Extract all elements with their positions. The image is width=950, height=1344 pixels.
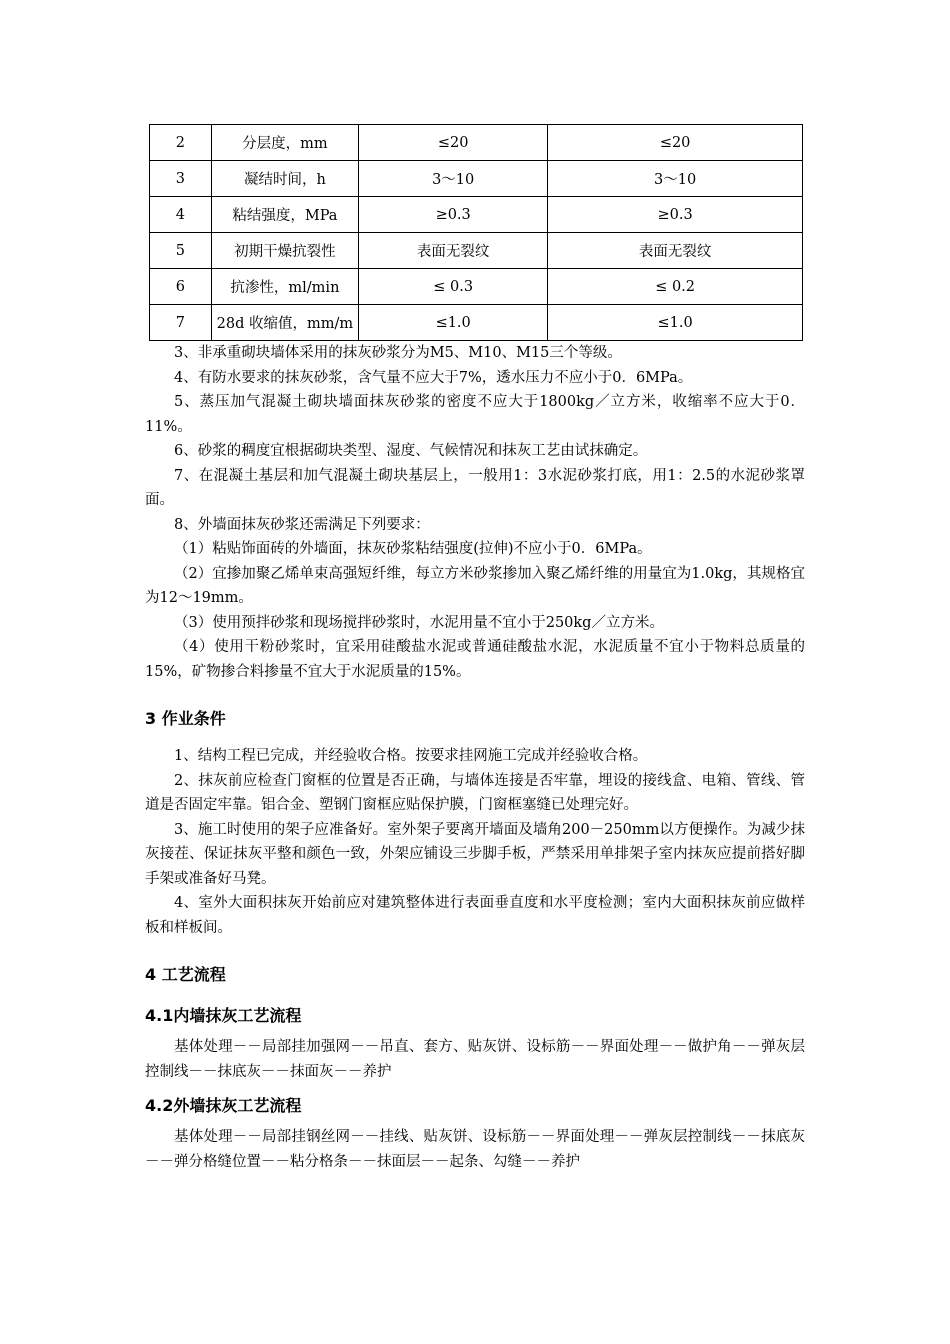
table-row [150, 305, 803, 341]
table-cell-item: 28d 收缩值，mm/m [211, 305, 358, 341]
table-cell-index: 2 [150, 125, 212, 161]
table-cell-value-b: ≤ 0.2 [548, 269, 803, 305]
table-cell-item: 初期干燥抗裂性 [211, 233, 358, 269]
table-cell-item: 分层度，mm [211, 125, 358, 161]
paragraph: （4）使用干粉砂浆时，宜采用硅酸盐水泥或普通硅酸盐水泥，水泥质量不宜小于物料总质量的15%，矿物掺合料掺量不宜大于水泥质量的15%。 [145, 639, 805, 680]
paragraph: （2）宜掺加聚乙烯单束高强短纤维，每立方米砂浆掺加入聚乙烯纤维的用量宜为1.0kg，其规格宜为12～19mm。 [145, 565, 805, 606]
table-cell-value-b: ≤20 [548, 125, 803, 161]
paragraph: 4、有防水要求的抹灰砂浆，含气量不应大于7%，透水压力不应小于0．6MPa。 [174, 369, 693, 386]
table-cell-index: 3 [150, 161, 212, 197]
paragraph: 3、非承重砌块墙体采用的抹灰砂浆分为M5、M10、M15三个等级。 [174, 345, 622, 361]
paragraph: 3、施工时使用的架子应准备好。室外架子要离开墙面及墙角200－250mm以方便操作。为减少抹灰接茬、保证抹灰平整和颜色一致，外架应铺设三步脚手板，严禁采用单排架子室内抹灰应提前搭好脚手架或准备好马凳。 [145, 821, 805, 887]
exterior-plaster-flow: 基体处理－－局部挂钢丝网－－挂线、贴灰饼、设标筋－－界面处理－－弹灰层控制线－－抹底灰－－弹分格缝位置－－粘分格条－－抹面层－－起条、勾缝－－养护 [145, 1129, 805, 1170]
paragraph: 1、结构工程已完成，并经验收合格。按要求挂网施工完成并经验收合格。 [174, 748, 648, 764]
paragraph: 6、砂浆的稠度宜根据砌块类型、湿度、气候情况和抹灰工艺由试抹确定。 [174, 443, 648, 459]
table-cell-value-b: 表面无裂纹 [548, 233, 803, 269]
table-cell-value-a: 表面无裂纹 [359, 233, 548, 269]
paragraph: 4、室外大面积抹灰开始前应对建筑整体进行表面垂直度和水平度检测；室内大面积抹灰前应做样板和样板间。 [145, 895, 805, 936]
mortar-spec-table [149, 124, 803, 341]
paragraph: （3）使用预拌砂浆和现场搅拌砂浆时，水泥用量不宜小于250kg／立方米。 [174, 614, 664, 631]
paragraph: （1）粘贴饰面砖的外墙面，抹灰砂浆粘结强度(拉伸)不应小于0．6MPa。 [174, 541, 652, 557]
subsection-heading-interior-plaster: 4.1内墙抹灰工艺流程 [145, 1006, 302, 1025]
table-row [150, 161, 803, 197]
document-page [145, 124, 805, 1174]
table-cell-item: 粘结强度，MPa [211, 197, 358, 233]
paragraph: 5、蒸压加气混凝土砌块墙面抹灰砂浆的密度不应大于1800kg／立方米，收缩率不应大于0．11%。 [145, 394, 805, 435]
table-row [150, 269, 803, 305]
table-cell-item: 凝结时间，h [211, 161, 358, 197]
section-heading-work-conditions: 3 作业条件 [145, 709, 226, 728]
table-cell-value-a: 3～10 [359, 161, 548, 197]
table-cell-index: 4 [150, 197, 212, 233]
paragraph: 8、外墙面抹灰砂浆还需满足下列要求： [174, 516, 430, 533]
table-row [150, 125, 803, 161]
paragraph: 7、在混凝土基层和加气混凝土砌块基层上，一般用1：3水泥砂浆打底，用1：2.5的水泥砂浆罩面。 [145, 467, 805, 508]
table-cell-value-a: ≤1.0 [359, 305, 548, 341]
table-row [150, 233, 803, 269]
paragraph: 2、抹灰前应检查门窗框的位置是否正确，与墙体连接是否牢靠，埋设的接线盒、电箱、管线、管道是否固定牢靠。铝合金、塑钢门窗框应贴保护膜，门窗框塞缝已处理完好。 [145, 772, 805, 813]
section-heading-process-flow: 4 工艺流程 [145, 965, 226, 984]
table-cell-index: 6 [150, 269, 212, 305]
table-cell-value-a: ≥0.3 [359, 197, 548, 233]
table-row [150, 197, 803, 233]
table-cell-value-b: ≤1.0 [548, 305, 803, 341]
interior-plaster-flow: 基体处理－－局部挂加强网－－吊直、套方、贴灰饼、设标筋－－界面处理－－做护角－－弹灰层控制线－－抹底灰－－抹面灰－－养护 [145, 1039, 805, 1080]
table-cell-index: 7 [150, 305, 212, 341]
mortar-requirements [145, 341, 805, 684]
table-cell-value-b: 3～10 [548, 161, 803, 197]
table-cell-value-a: ≤20 [359, 125, 548, 161]
subsection-heading-exterior-plaster: 4.2外墙抹灰工艺流程 [145, 1096, 302, 1115]
table-cell-item: 抗渗性，ml/min [211, 269, 358, 305]
table-cell-index: 5 [150, 233, 212, 269]
work-conditions [145, 744, 805, 940]
table-cell-value-a: ≤ 0.3 [359, 269, 548, 305]
table-cell-value-b: ≥0.3 [548, 197, 803, 233]
